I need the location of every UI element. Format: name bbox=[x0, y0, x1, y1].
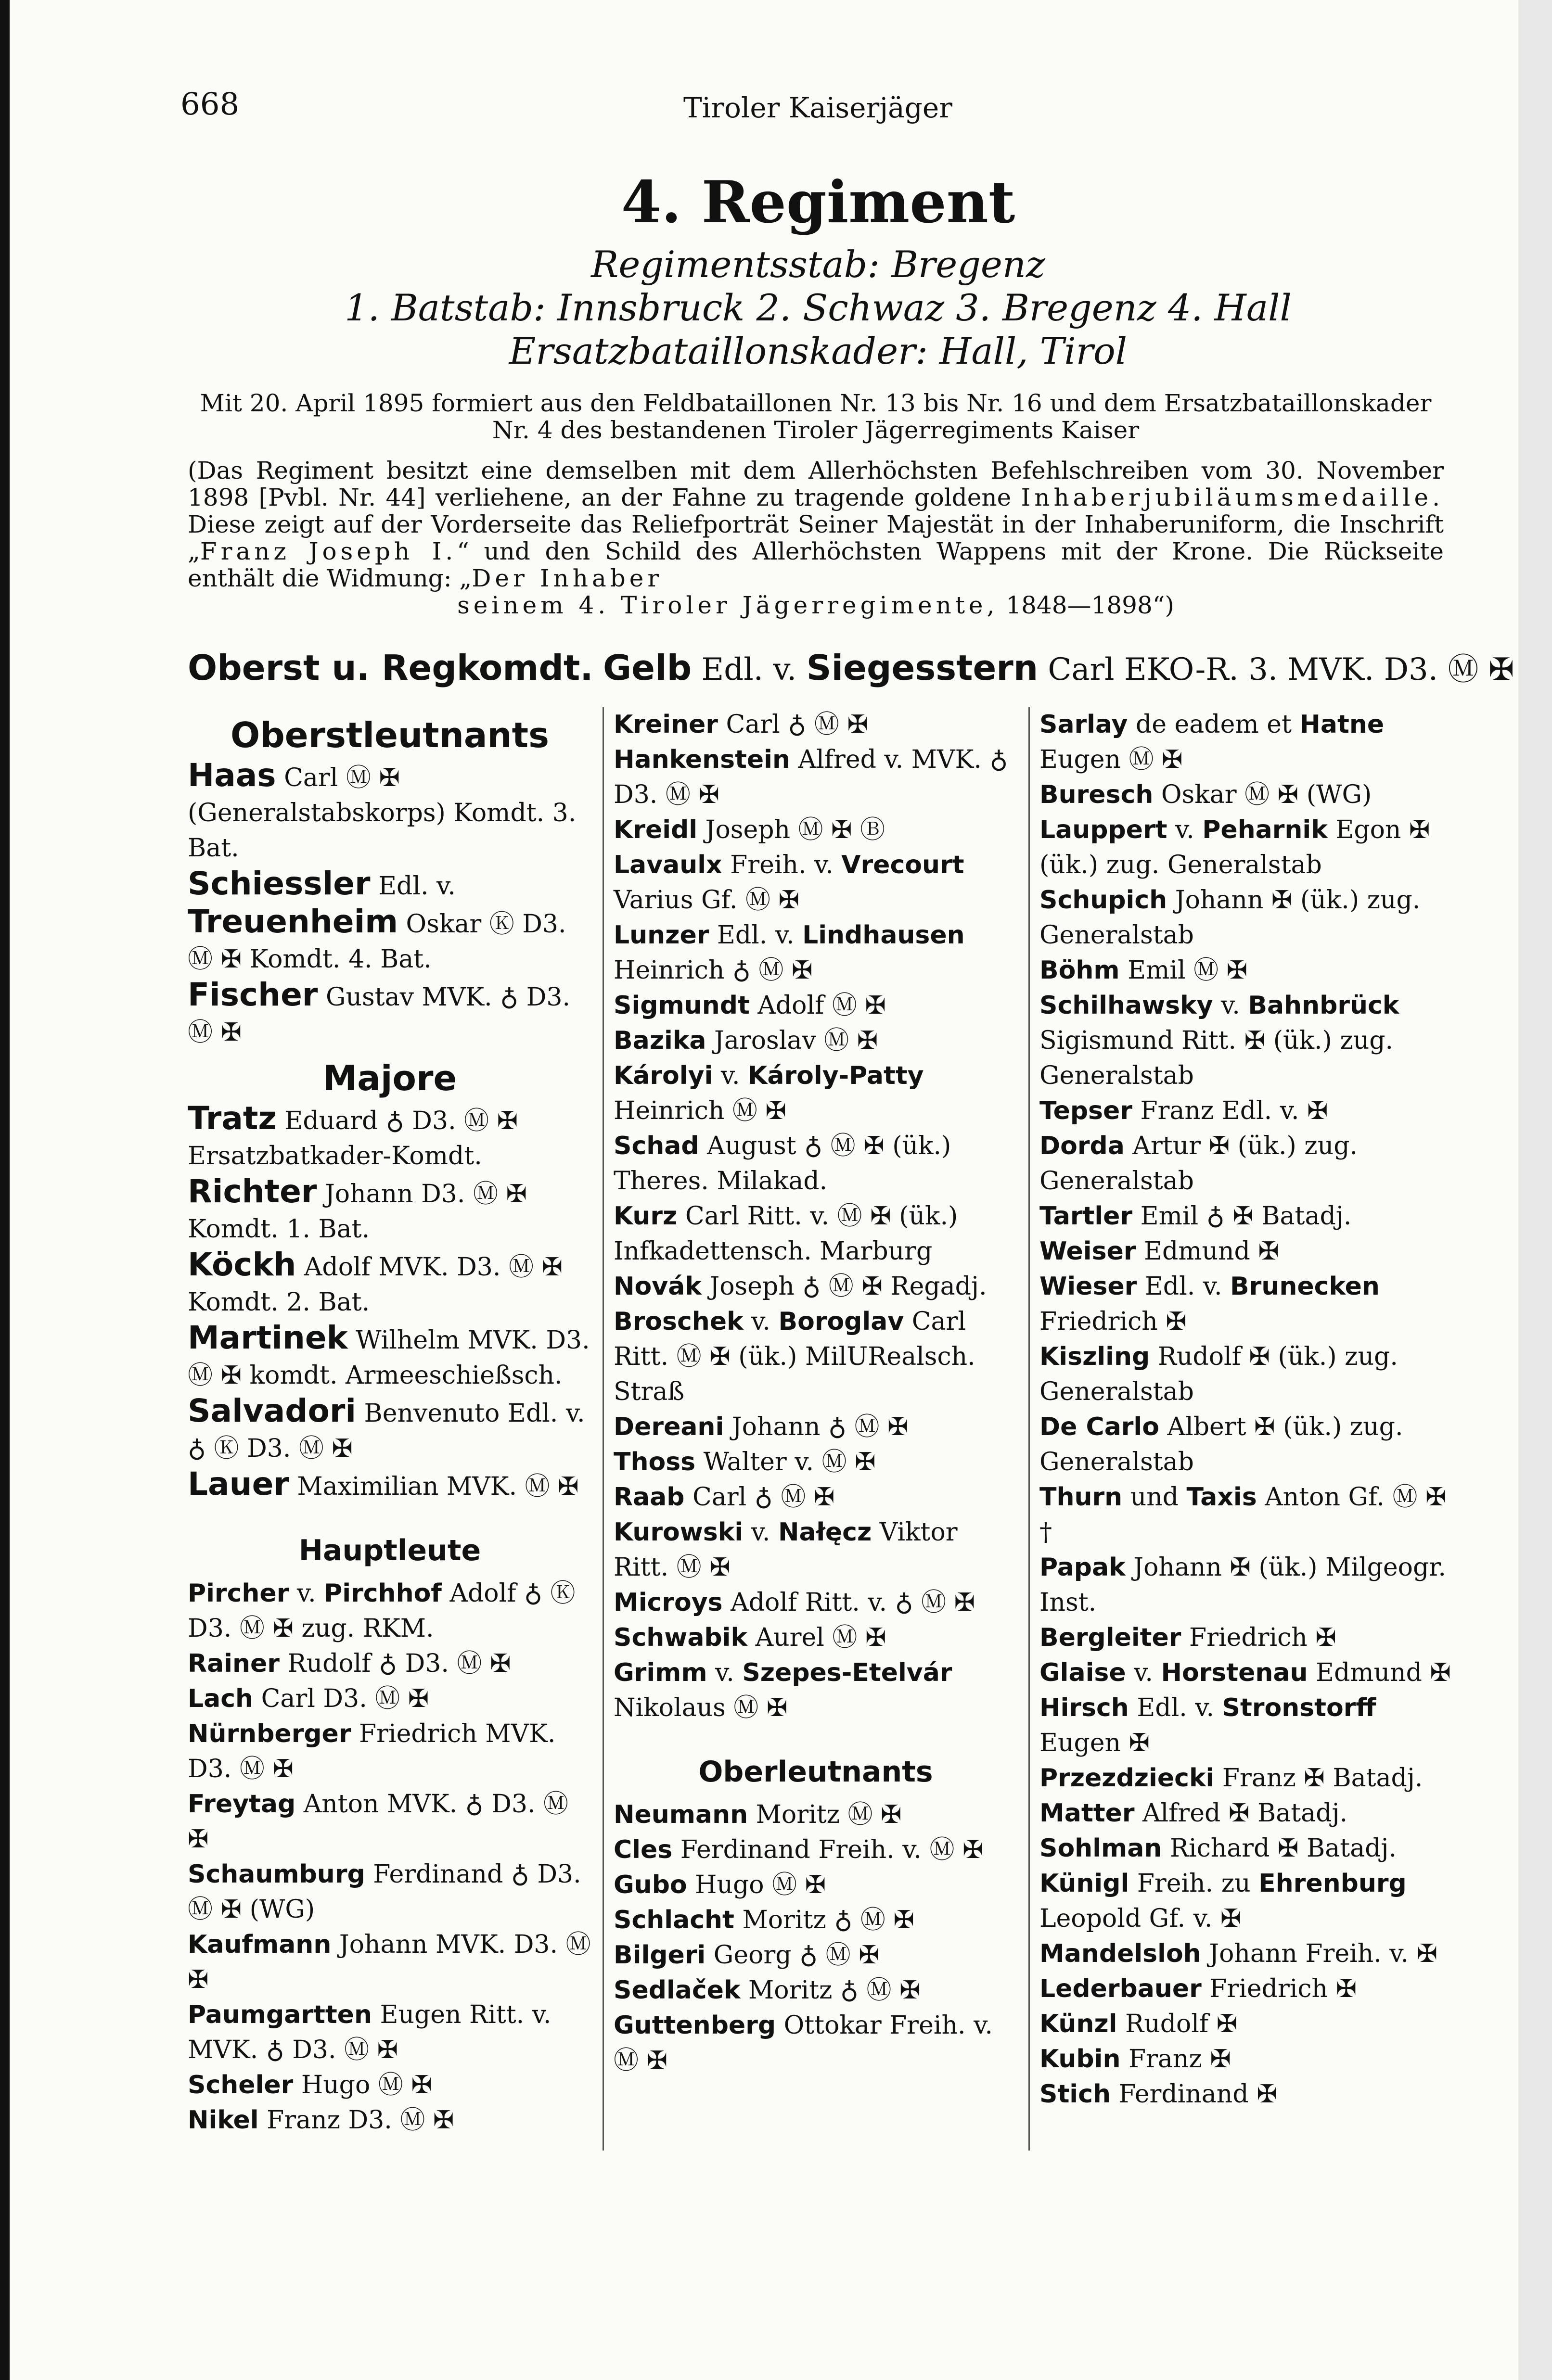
heading-oberleutnants: Oberleutnants bbox=[698, 1755, 933, 1789]
list-item: Raab Carl ♁ Ⓜ ✠ bbox=[614, 1483, 835, 1512]
list-item: Lavaulx Freih. v. Vrecourt Varius Gf. Ⓜ ✠ bbox=[614, 851, 964, 915]
list-item: Freytag Anton MVK. ♁ D3. Ⓜ ✠ bbox=[188, 1790, 569, 1854]
list-item: Thurn und Taxis Anton Gf. Ⓜ ✠ † bbox=[1039, 1483, 1447, 1547]
list-item: Dereani Johann ♁ Ⓜ ✠ bbox=[614, 1413, 909, 1441]
medal-note: (Das Regiment besitzt eine demselben mit dem Allerhöchsten Befehlschreiben vom 30. November 1898 [Pvbl. Nr. 44] verliehene, an der Fahne zu tragende goldene Inhaberjubiläumsmedaille. Diese zeigt auf der Vorderseite das Reliefporträt Seiner Majestät in der Inhaberuniform, die Inschrift „Franz Joseph I.“ und den Schild des Allerhöchsten Wappens mit der Krone. Die Rückseite enthält die Widmung: „Der Inhaber bbox=[188, 457, 1444, 592]
list-item: Haas Carl Ⓜ ✠ (Generalstabskorps) Komdt. 3. Bat. bbox=[188, 757, 577, 863]
list-item: Richter Johann D3. Ⓜ ✠ Komdt. 1. Bat. bbox=[188, 1173, 527, 1244]
list-item: Guttenberg Ottokar Freih. v. Ⓜ ✠ bbox=[614, 2011, 993, 2075]
list-item: Schupich Johann ✠ (ük.) zug. Generalstab bbox=[1039, 886, 1421, 950]
list-item: Mandelsloh Johann Freih. v. ✠ bbox=[1039, 1939, 1438, 1968]
list-item: Rainer Rudolf ♁ D3. Ⓜ ✠ bbox=[188, 1649, 511, 1678]
list-item: Pircher v. Pirchhof Adolf ♁ Ⓚ D3. Ⓜ ✠ zug. RKM. bbox=[188, 1579, 576, 1643]
list-item: Bilgeri Georg ♁ Ⓜ ✠ bbox=[614, 1941, 880, 1970]
list-item: Tartler Emil ♁ ✠ Batadj. bbox=[1039, 1202, 1352, 1231]
list-item: Hankenstein Alfred v. MVK. ♁ D3. Ⓜ ✠ bbox=[614, 745, 1008, 809]
list-item: Paumgartten Eugen Ritt. v. MVK. ♁ D3. Ⓜ ✠ bbox=[188, 2000, 552, 2064]
list-item: Martinek Wilhelm MVK. D3. Ⓜ ✠ komdt. Armeeschießsch. bbox=[188, 1319, 590, 1390]
list-item: Gubo Hugo Ⓜ ✠ bbox=[614, 1871, 826, 1899]
list-item: Bazika Jaroslav Ⓜ ✠ bbox=[614, 1026, 878, 1055]
list-item: Kiszling Rudolf ✠ (ük.) zug. Generalstab bbox=[1039, 1342, 1398, 1406]
column-1 bbox=[188, 707, 592, 2138]
list-item: Novák Joseph ♁ Ⓜ ✠ Regadj. bbox=[614, 1272, 987, 1301]
column-rule-1 bbox=[603, 707, 604, 2151]
list-item: Buresch Oskar Ⓜ ✠ (WG) bbox=[1039, 780, 1372, 809]
list-item: Microys Adolf Ritt. v. ♁ Ⓜ ✠ bbox=[614, 1588, 975, 1617]
list-item: Schad August ♁ Ⓜ ✠ (ük.) Theres. Milakad. bbox=[614, 1132, 951, 1196]
list-item: Sarlay de eadem et Hatne Eugen Ⓜ ✠ bbox=[1039, 710, 1385, 774]
list-item: Matter Alfred ✠ Batadj. bbox=[1039, 1799, 1348, 1828]
list-item: Glaise v. Horstenau Edmund ✠ bbox=[1039, 1658, 1451, 1687]
heading-oberstleutnants: Oberstleutnants bbox=[231, 715, 549, 755]
column-3 bbox=[1039, 707, 1463, 2112]
medal-note-end: seinem 4. Tiroler Jägerregimente, 1848—1898“) bbox=[457, 591, 1174, 619]
list-item: Kreidl Joseph Ⓜ ✠ Ⓑ bbox=[614, 815, 885, 844]
list-item: Schlacht Moritz ♁ Ⓜ ✠ bbox=[614, 1906, 914, 1935]
list-item: Fischer Gustav MVK. ♁ D3. Ⓜ ✠ bbox=[188, 976, 571, 1047]
list-item: Bergleiter Friedrich ✠ bbox=[1039, 1623, 1336, 1652]
document-page bbox=[10, 0, 1518, 2380]
list-item: Kreiner Carl ♁ Ⓜ ✠ bbox=[614, 710, 868, 739]
list-item: Kurowski v. Nałęcz Viktor Ritt. Ⓜ ✠ bbox=[614, 1518, 958, 1582]
batstab-line: 1. Batstab: Innsbruck 2. Schwaz 3. Bregenz 4. Hall bbox=[345, 286, 1292, 329]
list-item: Przezdziecki Franz ✠ Batadj. bbox=[1039, 1764, 1423, 1793]
column-rule-2 bbox=[1028, 707, 1030, 2151]
list-item: Kurz Carl Ritt. v. Ⓜ ✠ (ük.) Infkadettensch. Marburg bbox=[614, 1202, 958, 1266]
list-item: Weiser Edmund ✠ bbox=[1039, 1237, 1279, 1266]
list-item: Böhm Emil Ⓜ ✠ bbox=[1039, 956, 1248, 985]
list-item: Papak Johann ✠ (ük.) Milgeogr. Inst. bbox=[1039, 1553, 1446, 1617]
list-item: Salvadori Benvenuto Edl. v. ♁ Ⓚ D3. Ⓜ ✠ bbox=[188, 1392, 585, 1463]
list-item: Stich Ferdinand ✠ bbox=[1039, 2080, 1278, 2109]
list-item: Tratz Eduard ♁ D3. Ⓜ ✠ Ersatzbatkader-Komdt. bbox=[188, 1100, 518, 1171]
list-item: Scheler Hugo Ⓜ ✠ bbox=[188, 2071, 432, 2100]
list-item: Schaumburg Ferdinand ♁ D3. Ⓜ ✠ (WG) bbox=[188, 1860, 581, 1924]
list-item: Lach Carl D3. Ⓜ ✠ bbox=[188, 1684, 429, 1713]
list-item: Künzl Rudolf ✠ bbox=[1039, 2010, 1238, 2038]
list-item: Dorda Artur ✠ (ük.) zug. Generalstab bbox=[1039, 1132, 1358, 1196]
list-item: Grimm v. Szepes-Etelvár Nikolaus Ⓜ ✠ bbox=[614, 1658, 952, 1722]
column-2 bbox=[614, 707, 1018, 2078]
list-item: Nikel Franz D3. Ⓜ ✠ bbox=[188, 2106, 454, 2135]
list-item: Künigl Freih. zu Ehrenburg Leopold Gf. v. ✠ bbox=[1039, 1869, 1407, 1933]
list-item: Kubin Franz ✠ bbox=[1039, 2045, 1231, 2074]
page-edge bbox=[1518, 0, 1552, 2380]
list-item: Broschek v. Boroglav Carl Ritt. Ⓜ ✠ (ük.) MilURealsch. Straß bbox=[614, 1307, 975, 1406]
ersatz-line: Ersatzbataillonskader: Hall, Tirol bbox=[509, 330, 1128, 372]
list-item: De Carlo Albert ✠ (ük.) zug. Generalstab bbox=[1039, 1413, 1403, 1476]
oberst-line: Oberst u. Regkomdt. Gelb Edl. v. Siegesstern Carl EKO-R. 3. MVK. D3. Ⓜ ✠ bbox=[188, 648, 1514, 688]
list-item: Sedlaček Moritz ♁ Ⓜ ✠ bbox=[614, 1976, 921, 2005]
list-item: Sohlman Richard ✠ Batadj. bbox=[1039, 1834, 1397, 1863]
list-item: Schwabik Aurel Ⓜ ✠ bbox=[614, 1623, 886, 1652]
regimentsstab-line: Regimentsstab: Bregenz bbox=[591, 243, 1045, 286]
list-item: Lederbauer Friedrich ✠ bbox=[1039, 1974, 1357, 2003]
list-item: Hirsch Edl. v. Stronstorff Eugen ✠ bbox=[1039, 1693, 1376, 1757]
history-line-1: Mit 20. April 1895 formiert aus den Feldbataillonen Nr. 13 bis Nr. 16 und dem Ersatzbataillonskader bbox=[200, 389, 1432, 417]
heading-hauptleute: Hauptleute bbox=[298, 1534, 481, 1567]
list-item: Cles Ferdinand Freih. v. Ⓜ ✠ bbox=[614, 1835, 984, 1864]
page-title: 4. Regiment bbox=[621, 168, 1015, 236]
list-item: Wieser Edl. v. Brunecken Friedrich ✠ bbox=[1039, 1272, 1380, 1336]
list-item: Schiessler Edl. v. Treuenheim Oskar Ⓚ D3. Ⓜ ✠ Komdt. 4. Bat. bbox=[188, 865, 566, 974]
page-number: 668 bbox=[180, 87, 240, 122]
list-item: Kaufmann Johann MVK. D3. Ⓜ ✠ bbox=[188, 1930, 591, 1994]
list-item: Nürnberger Friedrich MVK. D3. Ⓜ ✠ bbox=[188, 1719, 556, 1783]
list-item: Lauppert v. Peharnik Egon ✠ (ük.) zug. Generalstab bbox=[1039, 815, 1430, 879]
list-item: Neumann Moritz Ⓜ ✠ bbox=[614, 1800, 902, 1829]
list-item: Schilhawsky v. Bahnbrück Sigismund Ritt. ✠ (ük.) zug. Generalstab bbox=[1039, 991, 1399, 1090]
list-item: Sigmundt Adolf Ⓜ ✠ bbox=[614, 991, 886, 1020]
list-item: Köckh Adolf MVK. D3. Ⓜ ✠ Komdt. 2. Bat. bbox=[188, 1246, 563, 1317]
running-head: Tiroler Kaiserjäger bbox=[683, 91, 952, 124]
list-item: Tepser Franz Edl. v. ✠ bbox=[1039, 1096, 1328, 1125]
list-item: Lauer Maximilian MVK. Ⓜ ✠ bbox=[188, 1465, 579, 1502]
list-item: Thoss Walter v. Ⓜ ✠ bbox=[614, 1448, 876, 1476]
list-item: Lunzer Edl. v. Lindhausen Heinrich ♁ Ⓜ ✠ bbox=[614, 921, 965, 985]
list-item: Károlyi v. Károly-Patty Heinrich Ⓜ ✠ bbox=[614, 1061, 924, 1125]
history-line-2: Nr. 4 des bestandenen Tiroler Jägerregiments Kaiser bbox=[492, 416, 1140, 444]
heading-majore: Majore bbox=[322, 1058, 457, 1098]
